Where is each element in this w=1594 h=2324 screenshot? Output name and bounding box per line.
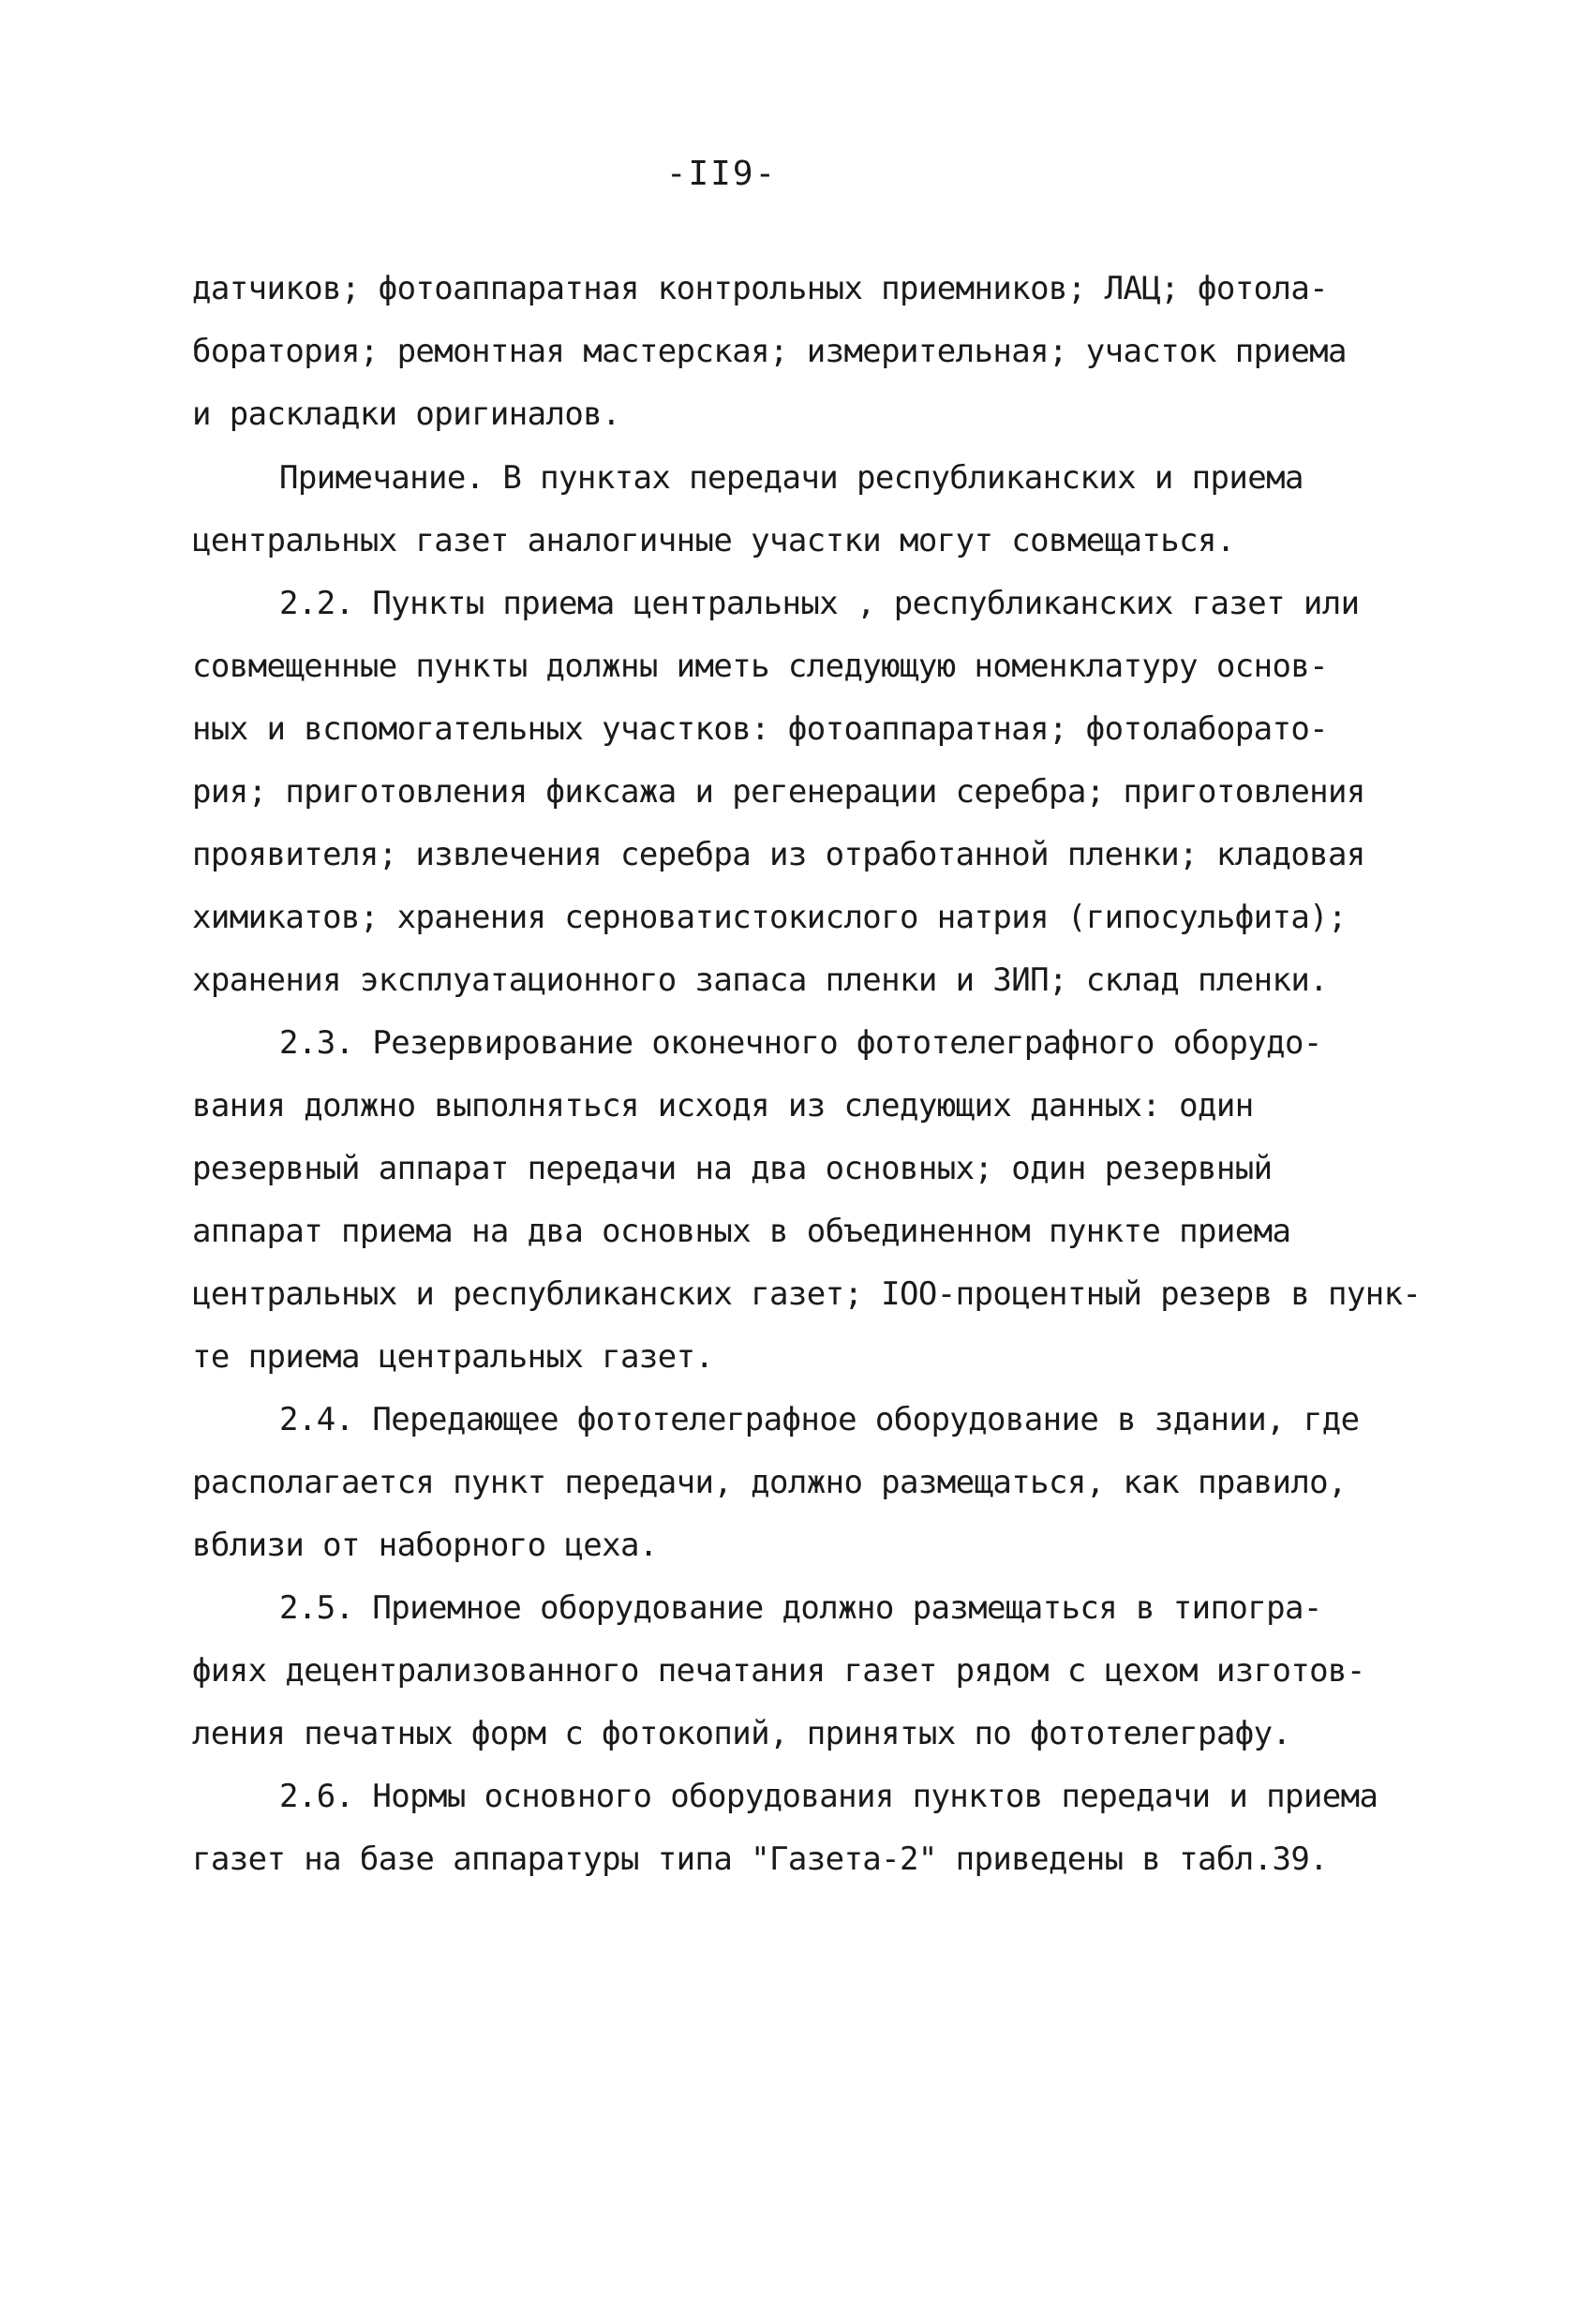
text-line: те приема центральных газет.	[192, 1338, 714, 1376]
text-line: располагается пункт передачи, должно размещаться, как правило,	[192, 1464, 1347, 1501]
text-line: ления печатных форм с фотокопий, принятых по фототелеграфу.	[192, 1715, 1291, 1752]
text-line: газет на базе аппаратуры типа "Газета-2" приведены в табл.39.	[192, 1840, 1329, 1878]
text-line: Примечание. В пунктах передачи республиканских и приема	[279, 459, 1304, 497]
text-line: проявителя; извлечения серебра из отработанной пленки; кладовая	[192, 836, 1365, 873]
text-line: аппарат приема на два основных в объединенном пункте приема	[192, 1213, 1291, 1250]
text-line: центральных газет аналогичные участки могут совмещаться.	[192, 522, 1235, 559]
text-line: 2.2. Пункты приема центральных , республиканских газет или	[279, 585, 1360, 622]
text-line: резервный аппарат передачи на два основных; один резервный	[192, 1150, 1273, 1187]
text-line: хранения эксплуатационного запаса пленки и ЗИП; склад пленки.	[192, 961, 1329, 999]
text-line: датчиков; фотоаппаратная контрольных приемников; ЛАЦ; фотола-	[192, 270, 1329, 307]
text-line: 2.4. Передающее фототелеграфное оборудование в здании, где	[279, 1401, 1360, 1438]
text-line: центральных и республиканских газет; IOO-процентный резерв в пунк-	[192, 1275, 1422, 1313]
text-line: ных и вспомогательных участков: фотоаппаратная; фотолаборато-	[192, 710, 1329, 748]
text-line: рия; приготовления фиксажа и регенерации серебра; приготовления	[192, 773, 1365, 811]
text-line: боратория; ремонтная мастерская; измерительная; участок приема	[192, 333, 1347, 370]
text-line: вания должно выполняться исходя из следующих данных: один	[192, 1087, 1254, 1125]
page-number: -II9-	[665, 155, 778, 193]
text-line: и раскладки оригиналов.	[192, 395, 621, 433]
text-line: 2.5. Приемное оборудование должно размещаться в типогра-	[279, 1589, 1322, 1627]
text-line: 2.6. Нормы основного оборудования пунктов передачи и приема	[279, 1778, 1378, 1815]
text-line: химикатов; хранения серноватистокислого натрия (гипосульфита);	[192, 899, 1347, 936]
text-line: 2.3. Резервирование оконечного фототелеграфного оборудо-	[279, 1024, 1322, 1062]
text-line: фиях децентрализованного печатания газет рядом с цехом изготов-	[192, 1652, 1365, 1690]
text-line: вблизи от наборного цеха.	[192, 1527, 658, 1564]
text-line: совмещенные пункты должны иметь следующую номенклатуру основ-	[192, 648, 1329, 685]
